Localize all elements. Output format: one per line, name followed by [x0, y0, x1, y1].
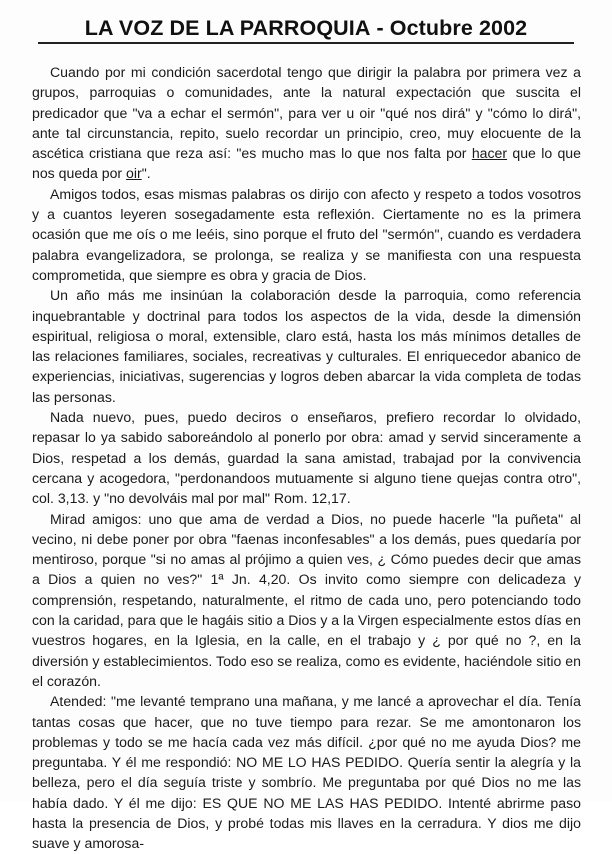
page-header	[38, 16, 574, 41]
underlined-hacer: hacer	[471, 145, 508, 162]
paragraph-1	[32, 62, 581, 184]
header-title: LA VOZ DE LA PARROQUIA	[84, 16, 371, 40]
article-body	[32, 62, 581, 854]
header-rule	[38, 42, 574, 44]
header-separator: -	[376, 16, 384, 40]
paragraph-3: Un año más me insinúan la colaboración desde la parroquia, como referencia inquebrantable y doctrinal para todos los aspectos de la vida, desde la dimensión espiritual, religiosa o moral, extensible, claro está, hasta los más mínimos detalles de las relaciones familiares, sociales, recreativas y culturales. El enriquecedor abanico de experiencias, iniciativas, sugerencias y logros deben abarcar la vida completa de todas las personas.	[32, 287, 581, 405]
paragraph-1-text-b: que lo que nos queda por	[32, 145, 581, 182]
paragraph-5: Mirad amigos: uno que ama de verdad a Dios, no puede hacerle "la puñeta" al vecino, ni debe poner por obra "faenas inconfesables" a los demás, pues quedaría por mentiroso, porque "si no amas al prójimo a quien ves, ¿ Cómo puedes decir que amas a Dios a quien no ves?" 1ª Jn. 4,20. Os invito como siempre con delicadeza y comprensión, respetando, naturalmente, el ritmo de cada uno, pero potenciando todo con la caridad, para que le hagáis sitio a Dios y a la Virgen especialmente estos días en vuestros hogares, en la Iglesia, en la calle, en el trabajo y ¿ por qué no ?, en la diversión y establecimientos. Todo eso se realiza, como es evidente, haciéndole sitio en el corazón.	[32, 510, 581, 689]
paragraph-1-text-c: ".	[141, 165, 151, 182]
header-date: Octubre 2002	[389, 16, 528, 40]
paragraph-2: Amigos todos, esas mismas palabras os dirijo con afecto y respeto a todos vosotros y a cuantos leyeren sosegadamente esta reflexión. Ciertamente no es la primera ocasión que me oís o me leéis, sino porque el fruto del "sermón", cuando es verdadera palabra evangelizadora, se prolonga, se realiza y se manifiesta con una respuesta comprometida, que siempre es obra y gracia de Dios.	[32, 185, 581, 283]
paragraph-4: Nada nuevo, pues, puedo deciros o enseñaros, prefiero recordar lo olvidado, repasar lo ya sabido saboreándolo al ponerlo por obra: amad y servid sinceramente a Dios, respetad a los demás, guardad la sana amistad, trabajad por la convivencia cercana y acogedora, "perdonandoos mutuamente si alguno tiene quejas contra otro", col. 3,13. y "no devolváis mal por mal" Rom. 12,17.	[32, 409, 581, 507]
underlined-oir: oir	[126, 165, 142, 182]
paragraph-6: Atended: "me levanté temprano una mañana, y me lancé a aprovechar el día. Tenía tantas cosas que hacer, que no tuve tiempo para rezar. Se me amontonaron los problemas y todo se me hacía cada vez más difícil. ¿por qué no me ayuda Dios? me preguntaba. Y él me respondió: NO ME LO HAS PEDIDO. Quería sentir la alegría y la belleza, pero el día seguía triste y sombrío. Me preguntaba por qué Dios no me las había dado. Y él me dijo: ES QUE NO ME LAS HAS PEDIDO. Intenté abrirme paso hasta la presencia de Dios, y probé todas mis llaves en la cerradura. Y dios me dijo suave y amorosa-	[32, 693, 581, 852]
paragraph-1-text-a: Cuando por mi condición sacerdotal tengo que dirigir la palabra por primera vez a grupos, parroquias o comunidades, ante la natural expectación que suscita el predicador que "va a echar el sermón", para ver u oir "qué nos dirá" y "cómo lo dirá", ante tal circunstancia, repito, suelo recordar un principio, creo, muy elocuente de la ascética cristiana que reza así: "es mucho mas lo que nos falta por	[32, 64, 581, 162]
